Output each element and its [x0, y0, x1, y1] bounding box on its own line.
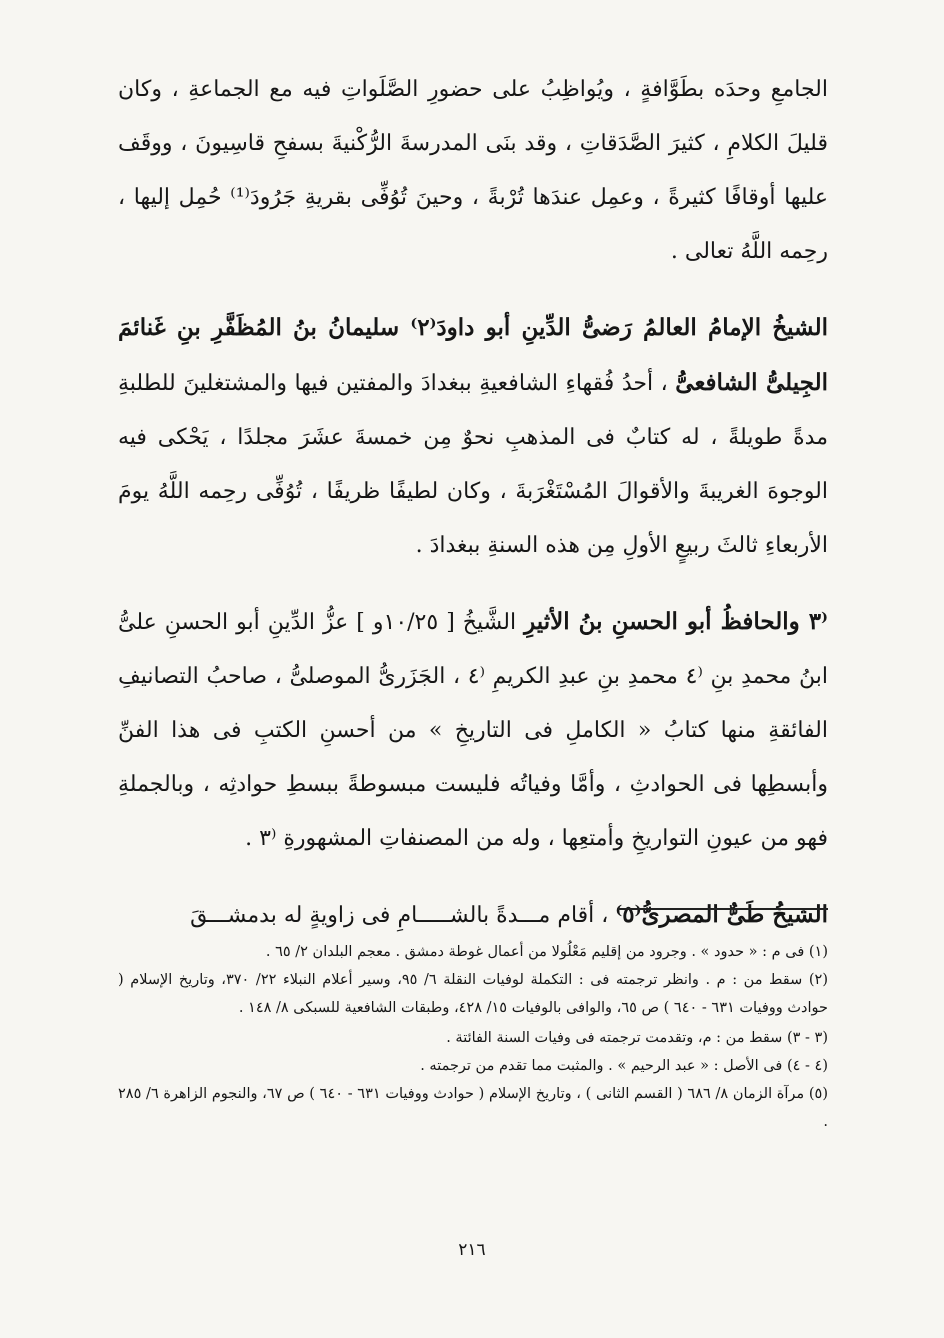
footnote-4: (٤ - ٤) فى الأصل : « عبد الرحيم » . والمثبت مما تقدم من ترجمته .	[420, 1058, 828, 1074]
footnote-3: (٣ - ٣) سقط من : م، وتقدمت ترجمته فى وفيات السنة الفائتة .	[446, 1030, 828, 1046]
paragraph-1	[118, 62, 828, 279]
footnote-5: (٥) مرآة الزمان ٨/ ٦٨٦ ( القسم الثانى ) ، وتاريخ الإسلام ( حوادث ووفيات ٦٣١ - ٦٤٠ ) ص ٦٧، والنجوم الزاهرة ٦/ ٢٨٥ .	[118, 1086, 829, 1130]
footnote-divider	[618, 908, 828, 910]
paragraph-4-body: ، أقام مـــدةً بالشـــــامِ فى زاويةٍ له بدمشـــقَ	[190, 903, 609, 928]
paragraph-3-body: الشَّيخُ [ ١٠/٢٥و ] عزُّ الدِّينِ أبو الحسنِ علىُّ ابنُ محمدِ بنِ ⁽٤ محمدِ بنِ عبدِ الكريمِ ⁽٤ ، الجَزَرىُّ الموصلىُّ ، صاحبُ التصانيفِ الفائقةِ منها كتابُ « الكاملِ فى التاريخِ » من أحسنِ الكتبِ فى هذا الفنِّ وأبسطِها فى الحوادثِ ، وأمَّا وفياتُه فليست مبسوطةً ببسطِ حوادثِه ، وبالجملةِ فهو من عيونِ التواريخِ وأمتعِها ، وله من المصنفاتِ المشهورةِ ⁽٣ .	[118, 610, 828, 851]
paragraph-3	[118, 595, 828, 866]
paragraph-1-body: الجامعِ وحدَه بطَوَّافةٍ ، ويُواظِبُ على حضورِ الصَّلَواتِ فيه مع الجماعةِ ، وكان قليلَ الكلامِ ، كثيرَ الصَّدَقاتِ ، وقد بنَى المدرسةَ الرُّكْنيةَ بسفحِ قاسِيونَ ، ووقَف عليها أوقافًا كثيرةً ، وعمِل عندَها تُرْبةً ، وحينَ تُوُفِّى بقريةِ جَرُودَ⁽¹⁾ حُمِل إليها ، رحِمه اللَّهُ تعالى .	[118, 77, 828, 264]
paragraph-2-heading: الشيخُ الإمامُ العالمُ رَضىُّ الدِّينِ أبو داودَ⁽٢⁾ سليمانُ بنُ المُظَفَّرِ بنِ غَنائمَ الجِيلىُّ الشافعىُّ	[118, 314, 828, 396]
page-number: ٢١٦	[458, 1240, 486, 1260]
paragraph-4-heading: الشيخُ طَىٌّ المصرىُّ⁽٥⁾	[615, 901, 828, 928]
paragraph-4	[118, 888, 828, 943]
footnote-2: (٢) سقط من : م . وانظر ترجمته فى : التكملة لوفيات النقلة ٦/ ٩٥، وسير أعلام النبلاء ٢٢/ ٣٧٠، وتاريخ الإسلام ( حوادث ووفيات ٦٣١ - ٦٤٠ ) ص ٦٥، والوافى بالوفيات ١٥/ ٤٢٨، وطبقات الشافعية للسبكى ٨/ ١٤٨ .	[118, 972, 828, 1016]
paragraph-2-body: ، أحدُ فُقهاءِ الشافعيةِ ببغدادَ والمفتين فيها والمشتغلينَ للطلبةِ مدةً طويلةً ، له كتابٌ فى المذهبِ نحوٌ مِن خمسةَ عشَرَ مجلدًا ، يَحْكى فيه الوجوهَ الغريبةَ والأقوالَ المُسْتَغْرَبةَ ، وكان لطيفًا ظريفًا ، تُوُفِّى رحِمه اللَّهُ يومَ الأربعاءِ ثالثَ ربيعٍ الأولِ مِن هذه السنةِ ببغدادَ .	[118, 371, 828, 558]
paragraph-2	[118, 301, 828, 573]
footnotes	[118, 938, 828, 1136]
main-text	[118, 62, 828, 943]
paragraph-3-heading: ⁽٣ والحافظُ أبو الحسنِ بنُ الأثيرِ	[524, 608, 829, 635]
footnote-1: (١) فى م : « حدود » . وجرود من إقليم مَعْلُولا من أعمال غوطة دمشق . معجم البلدان ٢/ ٦٥ .	[265, 944, 828, 960]
